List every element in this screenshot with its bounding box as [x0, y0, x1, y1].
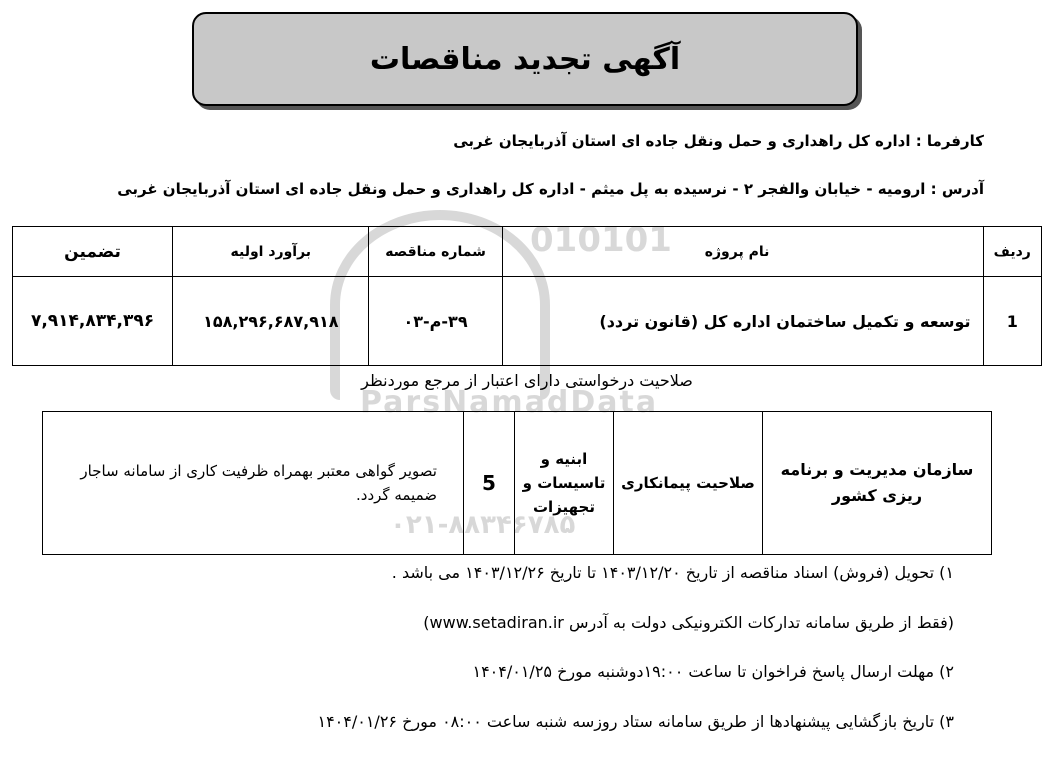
watermark-brand: ParsNamadData	[360, 385, 659, 420]
cell-tender-number: ۳۹-م-۰۳	[369, 277, 502, 366]
qualification-heading: صلاحیت درخواستی دارای اعتبار از مرجع مورد‌نظر	[361, 371, 693, 390]
table-row	[43, 412, 992, 555]
cell-note: تصویر گواهی معتبر بهمراه ظرفیت کاری از سامانه ساجار ضمیمه گردد.	[43, 412, 464, 555]
cell-guarantee: ۷,۹۱۴,۸۳۴,۳۹۶	[13, 277, 173, 366]
project-table-header	[13, 227, 1042, 277]
employer-line: کارفرما : اداره کل راهداری و حمل ونقل جاده ای استان آذربایجان غربی	[453, 132, 984, 150]
cell-field: ابنیه و تاسیسات و تجهیزات	[515, 412, 614, 555]
item-response-deadline: ۲) مهلت ارسال پاسخ فراخوان تا ساعت ۱۹:۰۰دوشنبه مورخ ۱۴۰۴/۰۱/۲۵	[472, 662, 954, 681]
page-title: آگهی تجدید مناقصات	[369, 41, 681, 77]
cell-row-number: 1	[983, 277, 1041, 366]
item-opening-date: ۳) تاریخ بازگشایی پیشنهادها از طریق سامانه ستاد روزسه شنبه ساعت ۰۸:۰۰ مورخ ۱۴۰۴/۰۱/۲۶	[317, 712, 954, 731]
header-tender-number: شماره مناقصه	[369, 227, 502, 277]
header-guarantee: تضمین	[13, 227, 173, 277]
header-row-number: ردیف	[983, 227, 1041, 277]
cell-qualification: صلاحیت پیمانکاری	[614, 412, 763, 555]
qualification-table	[42, 411, 992, 555]
title-banner	[192, 12, 858, 106]
cell-grade: 5	[464, 412, 515, 555]
item-document-sale: ۱) تحویل (فروش) اسناد مناقصه از تاریخ ۱۴۰۳/۱۲/۲۰ تا تاریخ ۱۴۰۳/۱۲/۲۶ می باشد .	[391, 563, 954, 582]
project-table	[12, 226, 1042, 366]
item-document-sale-note: (فقط از طریق سامانه تدارکات الکترونیکی دولت به آدرس www.setadiran.ir)	[423, 613, 954, 632]
cell-project-name: توسعه و تکمیل ساختمان اداره کل (قانون تردد)	[502, 277, 983, 366]
header-project-name: نام پروژه	[502, 227, 983, 277]
watermark-number: 010101	[530, 220, 672, 260]
table-row	[13, 277, 1042, 366]
address-line: آدرس : ارومیه - خیابان والفجر ۲ - نرسیده به پل میثم - اداره کل راهداری و حمل ونقل جاده ای استان آذربایجان غربی	[117, 180, 984, 198]
cell-organization: سازمان مدیریت و برنامه ریزی کشور	[763, 412, 992, 555]
watermark-phone: ۰۲۱-۸۸۳۴۶۷۸۵	[390, 510, 576, 540]
header-estimate: برآورد اولیه	[173, 227, 369, 277]
cell-estimate: ۱۵۸,۲۹۶,۶۸۷,۹۱۸	[173, 277, 369, 366]
